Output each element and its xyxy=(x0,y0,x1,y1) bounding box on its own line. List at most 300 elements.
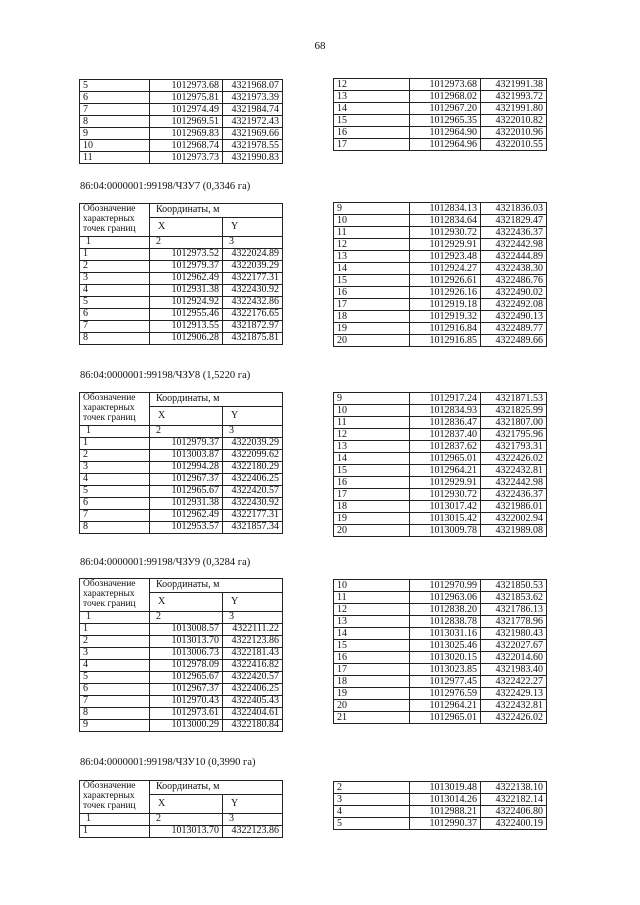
coord-x: 1013031.16 xyxy=(410,628,481,640)
point-number: 13 xyxy=(334,251,410,263)
coord-x: 1012931.38 xyxy=(150,284,223,296)
point-number: 8 xyxy=(80,707,150,719)
table-row xyxy=(80,296,283,308)
coord-x: 1012964.21 xyxy=(410,700,481,712)
point-number: 2 xyxy=(334,782,410,794)
coord-y: 4322177.31 xyxy=(223,509,283,521)
coord-x: 1013000.29 xyxy=(150,719,223,731)
table-row xyxy=(80,284,283,296)
table-row xyxy=(80,497,283,509)
coord-x: 1012917.24 xyxy=(410,393,481,405)
coord-x: 1012973.68 xyxy=(150,80,223,92)
point-number: 11 xyxy=(334,592,410,604)
coord-y: 4322430.92 xyxy=(223,284,283,296)
coord-y: 4321875.81 xyxy=(223,332,283,344)
point-number: 2 xyxy=(80,260,150,272)
coord-x: 1012964.90 xyxy=(410,127,481,139)
coord-x: 1012967.20 xyxy=(410,103,481,115)
header-point-name: Обозначение характерных точек границ xyxy=(80,204,150,237)
table-row xyxy=(334,227,547,239)
coord-x: 1012970.99 xyxy=(410,580,481,592)
coord-y: 4321989.08 xyxy=(481,525,547,537)
table-row xyxy=(80,623,283,635)
table-row xyxy=(334,335,547,347)
coord-x: 1012967.37 xyxy=(150,683,223,695)
coord-y: 4321978.55 xyxy=(223,140,283,152)
coord-x: 1013019.48 xyxy=(410,782,481,794)
point-number: 15 xyxy=(334,640,410,652)
coord-y: 4321984.74 xyxy=(223,104,283,116)
point-number: 14 xyxy=(334,103,410,115)
point-number: 13 xyxy=(334,91,410,103)
table-row xyxy=(334,652,547,664)
coord-y: 4322123.86 xyxy=(223,635,283,647)
point-number: 11 xyxy=(80,152,150,164)
point-number: 12 xyxy=(334,79,410,91)
point-number: 5 xyxy=(80,80,150,92)
header-index-row xyxy=(80,425,283,437)
table-row xyxy=(80,473,283,485)
table-row xyxy=(334,489,547,501)
point-number: 17 xyxy=(334,664,410,676)
coord-x: 1012973.61 xyxy=(150,707,223,719)
table-row xyxy=(80,80,283,92)
point-number: 16 xyxy=(334,127,410,139)
table-row xyxy=(80,825,283,837)
table-row xyxy=(334,525,547,537)
table-row xyxy=(334,103,547,115)
table-row xyxy=(80,104,283,116)
table-row xyxy=(334,429,547,441)
table-row xyxy=(334,441,547,453)
coord-y: 4321986.01 xyxy=(481,501,547,513)
table-row xyxy=(80,461,283,473)
table-row xyxy=(334,251,547,263)
coord-x: 1013025.46 xyxy=(410,640,481,652)
table-row xyxy=(334,453,547,465)
coord-x: 1012976.59 xyxy=(410,688,481,700)
coord-x: 1012968.02 xyxy=(410,91,481,103)
coord-x: 1012973.52 xyxy=(150,248,223,260)
table-row xyxy=(334,127,547,139)
coord-x: 1012962.49 xyxy=(150,509,223,521)
coord-x: 1012913.55 xyxy=(150,320,223,332)
coord-y: 4321973.39 xyxy=(223,92,283,104)
coord-x: 1012978.09 xyxy=(150,659,223,671)
coord-x: 1012838.20 xyxy=(410,604,481,616)
header-x: X xyxy=(150,406,223,425)
coord-y: 4322039.29 xyxy=(223,437,283,449)
coord-y: 4322490.13 xyxy=(481,311,547,323)
coord-x: 1012967.37 xyxy=(150,473,223,485)
table-row xyxy=(80,647,283,659)
header-column-index: 3 xyxy=(223,611,283,623)
coord-x: 1012969.83 xyxy=(150,128,223,140)
coord-y: 4322432.86 xyxy=(223,296,283,308)
coord-y: 4321980.43 xyxy=(481,628,547,640)
coord-y: 4321829.47 xyxy=(481,215,547,227)
header-x: X xyxy=(150,794,223,813)
table-row xyxy=(80,308,283,320)
coord-x: 1012837.62 xyxy=(410,441,481,453)
table-row xyxy=(334,628,547,640)
coord-y: 4322416.82 xyxy=(223,659,283,671)
point-number: 19 xyxy=(334,323,410,335)
table-row xyxy=(334,604,547,616)
table-row xyxy=(80,707,283,719)
table-row xyxy=(80,128,283,140)
coord-x: 1012977.45 xyxy=(410,676,481,688)
point-number: 11 xyxy=(334,417,410,429)
page-number: 68 xyxy=(314,40,326,52)
table-row xyxy=(334,323,547,335)
coord-x: 1013013.70 xyxy=(150,635,223,647)
coord-x: 1012837.40 xyxy=(410,429,481,441)
coord-y: 4322486.76 xyxy=(481,275,547,287)
coord-y: 4322024.89 xyxy=(223,248,283,260)
point-number: 17 xyxy=(334,299,410,311)
header-column-index: 1 xyxy=(80,813,150,825)
header-column-index: 2 xyxy=(150,236,223,248)
point-number: 10 xyxy=(334,215,410,227)
point-number: 20 xyxy=(334,525,410,537)
point-number: 12 xyxy=(334,239,410,251)
table-row xyxy=(334,203,547,215)
point-number: 6 xyxy=(80,92,150,104)
coord-table-chzu9-left xyxy=(79,578,283,732)
coord-y: 4322422.27 xyxy=(481,676,547,688)
table-row xyxy=(334,417,547,429)
point-number: 1 xyxy=(80,623,150,635)
coord-x: 1012953.57 xyxy=(150,521,223,533)
coord-y: 4321850.53 xyxy=(481,580,547,592)
coord-y: 4321990.83 xyxy=(223,152,283,164)
coord-x: 1012838.78 xyxy=(410,616,481,628)
header-index-row xyxy=(80,813,283,825)
point-number: 9 xyxy=(334,393,410,405)
table-row xyxy=(80,320,283,332)
header-index-row xyxy=(80,236,283,248)
header-coords: Координаты, м xyxy=(150,781,283,795)
point-number: 6 xyxy=(80,308,150,320)
coord-y: 4321983.40 xyxy=(481,664,547,676)
table-row xyxy=(334,91,547,103)
table-row xyxy=(80,140,283,152)
section-heading-chzu9: 86:04:0000001:99198/ЧЗУ9 (0,3284 га) xyxy=(80,557,251,568)
coord-y: 4322442.98 xyxy=(481,477,547,489)
coord-y: 4322429.13 xyxy=(481,688,547,700)
header-column-index: 1 xyxy=(80,611,150,623)
point-number: 17 xyxy=(334,489,410,501)
header-column-index: 3 xyxy=(223,425,283,437)
coord-y: 4322444.89 xyxy=(481,251,547,263)
coord-table-continuation-right xyxy=(333,78,547,151)
point-number: 12 xyxy=(334,429,410,441)
coord-y: 4322436.37 xyxy=(481,489,547,501)
table-row xyxy=(80,449,283,461)
point-number: 8 xyxy=(80,521,150,533)
coord-x: 1012973.68 xyxy=(410,79,481,91)
coord-table-chzu8-left xyxy=(79,392,283,534)
coord-x: 1012926.61 xyxy=(410,275,481,287)
table-row xyxy=(334,818,547,830)
coord-y: 4322099.62 xyxy=(223,449,283,461)
header-row xyxy=(80,579,283,593)
point-number: 16 xyxy=(334,477,410,489)
table-row xyxy=(334,616,547,628)
table-row xyxy=(80,332,283,344)
coord-y: 4321853.62 xyxy=(481,592,547,604)
coord-x: 1012930.72 xyxy=(410,227,481,239)
header-coords: Координаты, м xyxy=(150,204,283,218)
coord-x: 1012926.16 xyxy=(410,287,481,299)
coord-y: 4322039.29 xyxy=(223,260,283,272)
point-number: 14 xyxy=(334,263,410,275)
table-row xyxy=(80,695,283,707)
table-row xyxy=(80,152,283,164)
point-number: 3 xyxy=(80,647,150,659)
table-row xyxy=(80,509,283,521)
table-row xyxy=(334,263,547,275)
coord-y: 4321991.80 xyxy=(481,103,547,115)
table-row xyxy=(80,260,283,272)
coord-y: 4321786.13 xyxy=(481,604,547,616)
coord-y: 4321872.97 xyxy=(223,320,283,332)
coord-x: 1013003.87 xyxy=(150,449,223,461)
table-row xyxy=(334,794,547,806)
coord-y: 4321972.43 xyxy=(223,116,283,128)
header-point-name: Обозначение характерных точек границ xyxy=(80,393,150,426)
coord-x: 1013006.73 xyxy=(150,647,223,659)
point-number: 9 xyxy=(80,719,150,731)
point-number: 1 xyxy=(80,825,150,837)
coord-x: 1012962.49 xyxy=(150,272,223,284)
coord-x: 1012906.28 xyxy=(150,332,223,344)
table-row xyxy=(334,115,547,127)
point-number: 5 xyxy=(334,818,410,830)
point-number: 20 xyxy=(334,700,410,712)
point-number: 20 xyxy=(334,335,410,347)
point-number: 15 xyxy=(334,465,410,477)
header-column-index: 1 xyxy=(80,425,150,437)
table-row xyxy=(334,299,547,311)
coord-x: 1012916.85 xyxy=(410,335,481,347)
coord-x: 1012965.67 xyxy=(150,671,223,683)
coord-y: 4322489.77 xyxy=(481,323,547,335)
coord-x: 1012929.91 xyxy=(410,477,481,489)
coord-x: 1012970.43 xyxy=(150,695,223,707)
coord-x: 1012990.37 xyxy=(410,818,481,830)
point-number: 3 xyxy=(80,272,150,284)
coord-y: 4322027.67 xyxy=(481,640,547,652)
table-row xyxy=(334,239,547,251)
table-row xyxy=(334,215,547,227)
coord-y: 4322420.57 xyxy=(223,671,283,683)
point-number: 1 xyxy=(80,248,150,260)
point-number: 19 xyxy=(334,513,410,525)
point-number: 18 xyxy=(334,676,410,688)
coord-x: 1012965.01 xyxy=(410,712,481,724)
coord-x: 1012975.81 xyxy=(150,92,223,104)
point-number: 16 xyxy=(334,287,410,299)
coord-y: 4321795.96 xyxy=(481,429,547,441)
point-number: 7 xyxy=(80,509,150,521)
point-number: 5 xyxy=(80,485,150,497)
point-number: 15 xyxy=(334,275,410,287)
coord-x: 1012965.67 xyxy=(150,485,223,497)
coord-table-chzu7-left xyxy=(79,203,283,345)
coord-y: 4322010.82 xyxy=(481,115,547,127)
point-number: 18 xyxy=(334,501,410,513)
coord-y: 4322405.43 xyxy=(223,695,283,707)
coord-table-chzu10-right xyxy=(333,781,547,830)
coord-x: 1012968.74 xyxy=(150,140,223,152)
coord-y: 4322430.92 xyxy=(223,497,283,509)
point-number: 8 xyxy=(80,116,150,128)
coord-x: 1012969.51 xyxy=(150,116,223,128)
header-y: Y xyxy=(223,592,283,611)
table-row xyxy=(80,272,283,284)
coord-x: 1012916.84 xyxy=(410,323,481,335)
header-y: Y xyxy=(223,794,283,813)
coord-table-chzu8-right xyxy=(333,392,547,537)
coord-y: 4322010.96 xyxy=(481,127,547,139)
point-number: 7 xyxy=(80,104,150,116)
point-number: 4 xyxy=(80,659,150,671)
table-row xyxy=(334,513,547,525)
coord-y: 4322406.80 xyxy=(481,806,547,818)
coord-y: 4322436.37 xyxy=(481,227,547,239)
coord-y: 4322180.29 xyxy=(223,461,283,473)
coord-y: 4322420.57 xyxy=(223,485,283,497)
section-heading-chzu10: 86:04:0000001:99198/ЧЗУ10 (0,3990 га) xyxy=(80,757,256,768)
coord-y: 4322404.61 xyxy=(223,707,283,719)
header-column-index: 3 xyxy=(223,813,283,825)
coord-x: 1012965.01 xyxy=(410,453,481,465)
table-row xyxy=(334,700,547,712)
point-number: 7 xyxy=(80,695,150,707)
table-row xyxy=(334,782,547,794)
table-row xyxy=(334,139,547,151)
coord-y: 4322400.19 xyxy=(481,818,547,830)
table-row xyxy=(80,635,283,647)
point-number: 6 xyxy=(80,683,150,695)
table-row xyxy=(334,477,547,489)
header-y: Y xyxy=(223,406,283,425)
coord-x: 1012979.37 xyxy=(150,437,223,449)
header-column-index: 2 xyxy=(150,425,223,437)
section-heading-chzu8: 86:04:0000001:99198/ЧЗУ8 (1,5220 га) xyxy=(80,370,251,381)
table-row xyxy=(80,719,283,731)
point-number: 6 xyxy=(80,497,150,509)
table-row xyxy=(80,683,283,695)
table-row xyxy=(80,248,283,260)
coord-y: 4322438.30 xyxy=(481,263,547,275)
header-point-name: Обозначение характерных точек границ xyxy=(80,781,150,814)
table-row xyxy=(334,580,547,592)
coord-y: 4321793.31 xyxy=(481,441,547,453)
point-number: 19 xyxy=(334,688,410,700)
table-row xyxy=(334,275,547,287)
coord-x: 1012963.06 xyxy=(410,592,481,604)
header-row xyxy=(80,393,283,407)
header-row xyxy=(80,781,283,795)
coord-y: 4322426.02 xyxy=(481,712,547,724)
coord-y: 4322176.65 xyxy=(223,308,283,320)
point-number: 3 xyxy=(80,461,150,473)
header-column-index: 1 xyxy=(80,236,150,248)
coord-y: 4321836.03 xyxy=(481,203,547,215)
table-row xyxy=(80,92,283,104)
point-number: 9 xyxy=(80,128,150,140)
table-row xyxy=(334,806,547,818)
coord-x: 1012924.27 xyxy=(410,263,481,275)
point-number: 13 xyxy=(334,441,410,453)
point-number: 13 xyxy=(334,616,410,628)
coord-x: 1012919.32 xyxy=(410,311,481,323)
coord-y: 4322177.31 xyxy=(223,272,283,284)
header-y: Y xyxy=(223,217,283,236)
coord-y: 4322406.25 xyxy=(223,473,283,485)
coord-x: 1013009.78 xyxy=(410,525,481,537)
point-number: 3 xyxy=(334,794,410,806)
point-number: 17 xyxy=(334,139,410,151)
point-number: 16 xyxy=(334,652,410,664)
header-x: X xyxy=(150,217,223,236)
point-number: 14 xyxy=(334,628,410,640)
coord-table-chzu7-right xyxy=(333,202,547,347)
table-row xyxy=(334,79,547,91)
header-column-index: 3 xyxy=(223,236,283,248)
coord-x: 1013015.42 xyxy=(410,513,481,525)
coord-x: 1012929.91 xyxy=(410,239,481,251)
point-number: 5 xyxy=(80,296,150,308)
point-number: 2 xyxy=(80,449,150,461)
coord-x: 1012834.64 xyxy=(410,215,481,227)
header-column-index: 2 xyxy=(150,611,223,623)
coord-x: 1012994.28 xyxy=(150,461,223,473)
coord-x: 1013008.57 xyxy=(150,623,223,635)
point-number: 11 xyxy=(334,227,410,239)
coord-y: 4322426.02 xyxy=(481,453,547,465)
point-number: 10 xyxy=(80,140,150,152)
table-row xyxy=(334,640,547,652)
coord-y: 4322406.25 xyxy=(223,683,283,695)
coord-y: 4322123.86 xyxy=(223,825,283,837)
coord-table-chzu9-right xyxy=(333,579,547,724)
header-index-row xyxy=(80,611,283,623)
point-number: 4 xyxy=(80,473,150,485)
coord-x: 1013017.42 xyxy=(410,501,481,513)
coord-y: 4321968.07 xyxy=(223,80,283,92)
header-coords: Координаты, м xyxy=(150,393,283,407)
coord-x: 1013014.26 xyxy=(410,794,481,806)
coord-y: 4322492.08 xyxy=(481,299,547,311)
point-number: 2 xyxy=(80,635,150,647)
coord-y: 4321778.96 xyxy=(481,616,547,628)
coord-x: 1012834.13 xyxy=(410,203,481,215)
coord-y: 4322010.55 xyxy=(481,139,547,151)
table-row xyxy=(334,688,547,700)
table-row xyxy=(334,712,547,724)
point-number: 5 xyxy=(80,671,150,683)
table-row xyxy=(80,116,283,128)
coord-table-continuation-left xyxy=(79,79,283,164)
coord-y: 4322432.81 xyxy=(481,700,547,712)
coord-y: 4321991.38 xyxy=(481,79,547,91)
coord-y: 4322180.84 xyxy=(223,719,283,731)
point-number: 15 xyxy=(334,115,410,127)
